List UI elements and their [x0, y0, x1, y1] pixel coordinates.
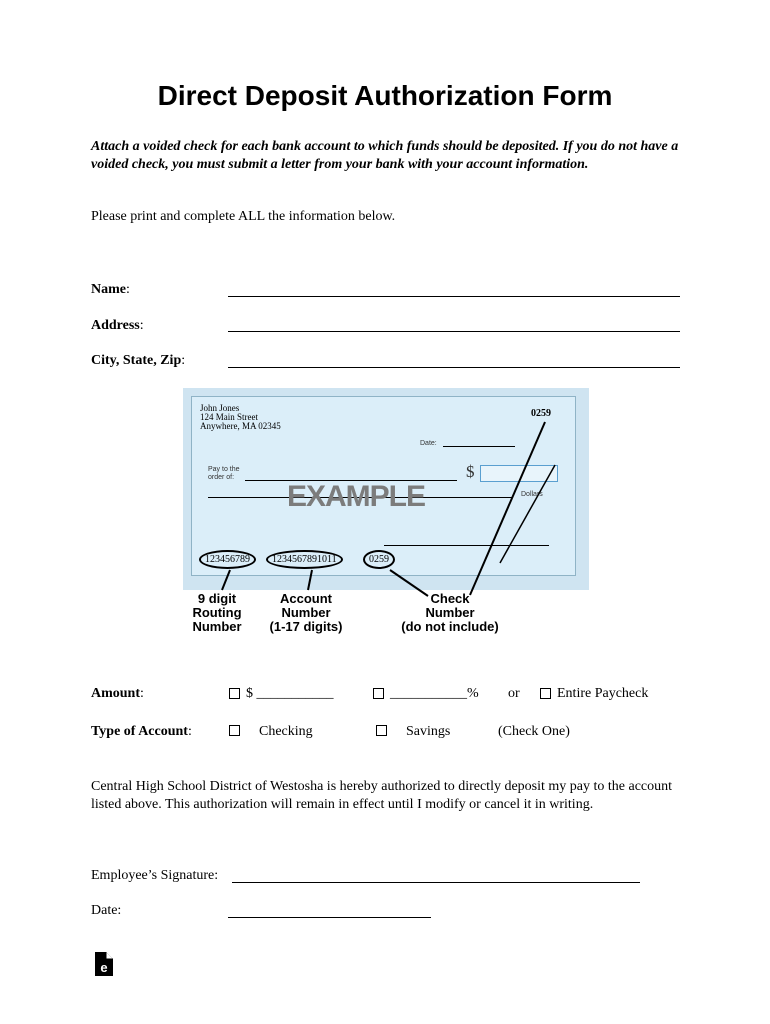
check-date-label: Date: — [420, 440, 437, 447]
instructions-text: Attach a voided check for each bank account to which funds should be deposited. If you do not have a voided check, you must submit a letter from your bank with your account information. — [91, 139, 679, 172]
check-one-note: (Check One) — [498, 724, 570, 739]
micr-check-number: 0259 — [363, 550, 395, 569]
entire-paycheck-checkbox[interactable] — [540, 688, 551, 699]
date-field[interactable] — [228, 917, 431, 918]
amount-percent-checkbox[interactable] — [373, 688, 384, 699]
city-state-zip-label: City, State, Zip: — [91, 353, 186, 368]
micr-account-number: 1234567891011 — [266, 550, 343, 569]
eforms-logo-icon — [95, 952, 113, 976]
authorization-text: Central High School District of Westosha is hereby authorized to directly deposit my pay to the account listed above. This authorization will remain in effect until I modify or cancel it in writing. — [91, 779, 673, 812]
please-print-text: Please print and complete ALL the information below. — [91, 209, 396, 224]
amount-percent-field[interactable]: ___________% — [390, 686, 479, 701]
account-number-caption: Account Number (1-17 digits) — [269, 591, 343, 634]
date-label: Date: — [91, 903, 122, 918]
example-watermark: EXAMPLE — [287, 480, 426, 513]
check-order-of-label: order of: — [208, 474, 235, 481]
check-holder-street: 124 Main Street — [200, 412, 258, 422]
signature-label: Employee’s Signature: — [91, 868, 219, 883]
amount-dollar-field[interactable]: $ ___________ — [246, 686, 334, 701]
form-title: Direct Deposit Authorization Form — [157, 80, 613, 111]
check-holder-city: Anywhere, MA 02345 — [200, 421, 281, 431]
savings-checkbox[interactable] — [376, 725, 387, 736]
savings-label: Savings — [406, 724, 451, 739]
amount-label: Amount: — [91, 686, 144, 701]
check-number-caption: Check Number (do not include) — [401, 591, 499, 634]
check-pay-to-label: Pay to the — [208, 466, 240, 473]
signature-field[interactable] — [232, 882, 640, 883]
check-dollars-label: Dollars — [521, 491, 543, 498]
routing-number-caption: 9 digit Routing Number — [192, 591, 242, 634]
entire-paycheck-label: Entire Paycheck — [557, 686, 649, 701]
micr-routing-number: 123456789 — [199, 550, 256, 569]
address-label: Address: — [91, 318, 144, 333]
amount-or-text: or — [508, 686, 520, 701]
checking-label: Checking — [259, 724, 313, 739]
account-type-label: Type of Account: — [91, 724, 192, 739]
check-dollar-sign: $ — [466, 462, 475, 481]
svg-text:e: e — [100, 960, 108, 975]
checking-checkbox[interactable] — [229, 725, 240, 736]
check-holder-name: John Jones — [200, 403, 240, 413]
name-label: Name: — [91, 282, 130, 297]
check-number-top: 0259 — [531, 408, 551, 419]
amount-dollar-checkbox[interactable] — [229, 688, 240, 699]
